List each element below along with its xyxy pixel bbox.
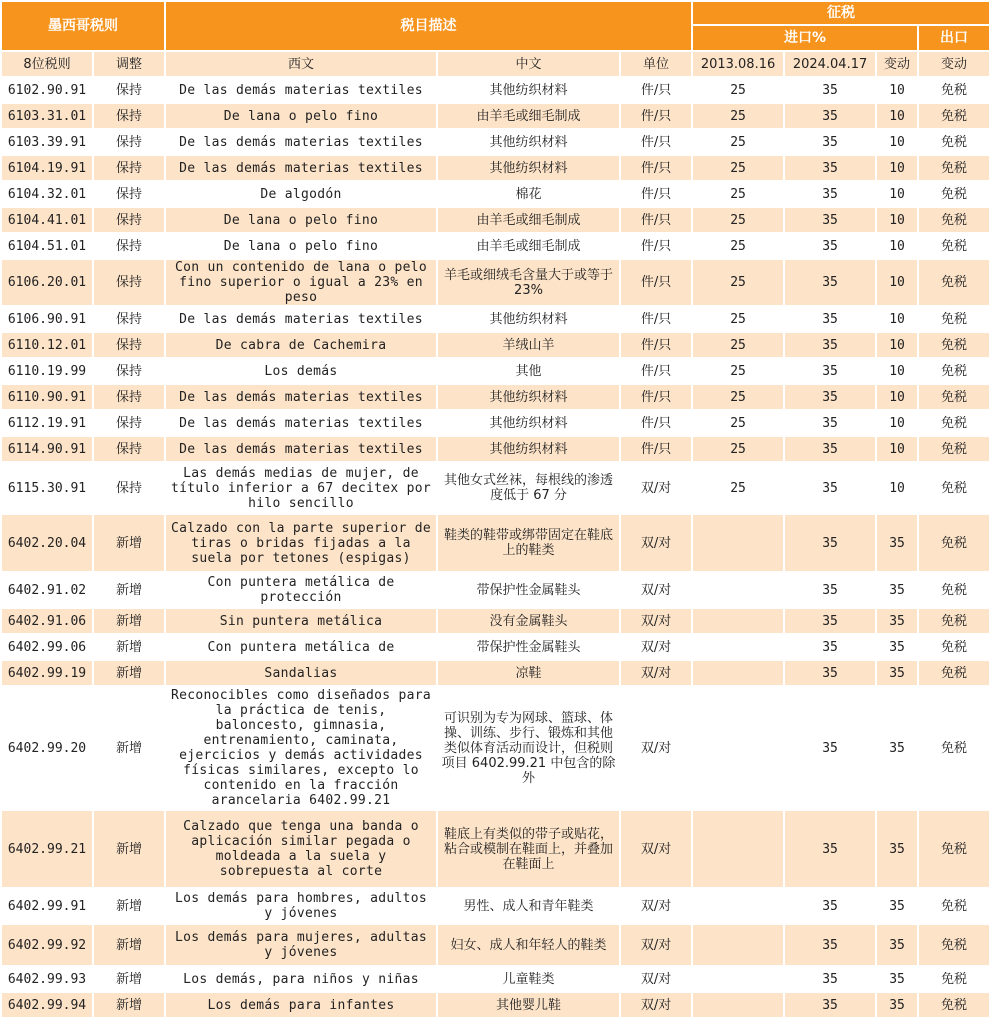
cell-rate-2024: 35 bbox=[784, 410, 876, 436]
cell-rate-2024: 35 bbox=[784, 207, 876, 233]
cell-code: 6104.51.01 bbox=[1, 233, 93, 259]
table-row bbox=[1, 410, 989, 436]
cell-export: 免税 bbox=[918, 924, 989, 966]
cell-spanish: De las demás materias textiles bbox=[165, 410, 437, 436]
cell-spanish: De algodón bbox=[165, 181, 437, 207]
cell-code: 6104.19.91 bbox=[1, 155, 93, 181]
cell-chinese: 其他纺织材料 bbox=[437, 410, 620, 436]
cell-export: 免税 bbox=[918, 634, 989, 660]
cell-rate-2013: 25 bbox=[692, 384, 784, 410]
cell-spanish: De las demás materias textiles bbox=[165, 436, 437, 462]
table-row bbox=[1, 514, 989, 572]
cell-rate-2024: 35 bbox=[784, 888, 876, 924]
cell-rate-2013: 25 bbox=[692, 436, 784, 462]
cell-rate-2013 bbox=[692, 572, 784, 608]
cell-chinese: 羊绒山羊 bbox=[437, 332, 620, 358]
cell-rate-2013: 25 bbox=[692, 306, 784, 332]
table-row bbox=[1, 608, 989, 634]
cell-export: 免税 bbox=[918, 129, 989, 155]
table-row bbox=[1, 77, 989, 103]
cell-chinese: 男性、成人和青年鞋类 bbox=[437, 888, 620, 924]
cell-unit: 双/对 bbox=[620, 924, 692, 966]
cell-chinese: 羊毛或细绒毛含量大于或等于 23% bbox=[437, 259, 620, 306]
cell-export: 免税 bbox=[918, 462, 989, 514]
cell-unit: 件/只 bbox=[620, 384, 692, 410]
cell-rate-2024: 35 bbox=[784, 572, 876, 608]
table-row bbox=[1, 660, 989, 686]
cell-unit: 双/对 bbox=[620, 462, 692, 514]
cell-change: 35 bbox=[876, 514, 918, 572]
cell-export: 免税 bbox=[918, 384, 989, 410]
cell-chinese: 棉花 bbox=[437, 181, 620, 207]
cell-rate-2024: 35 bbox=[784, 992, 876, 1018]
cell-rate-2013: 25 bbox=[692, 103, 784, 129]
cell-rate-2013: 25 bbox=[692, 259, 784, 306]
table-row bbox=[1, 358, 989, 384]
cell-change: 10 bbox=[876, 436, 918, 462]
cell-chinese: 其他纺织材料 bbox=[437, 436, 620, 462]
cell-unit: 件/只 bbox=[620, 129, 692, 155]
cell-code: 6103.31.01 bbox=[1, 103, 93, 129]
cell-spanish: Sin puntera metálica bbox=[165, 608, 437, 634]
cell-rate-2024: 35 bbox=[784, 686, 876, 810]
cell-rate-2013: 25 bbox=[692, 233, 784, 259]
cell-change: 35 bbox=[876, 992, 918, 1018]
cell-status: 保持 bbox=[93, 181, 165, 207]
cell-unit: 双/对 bbox=[620, 992, 692, 1018]
table-row bbox=[1, 436, 989, 462]
cell-spanish: Con puntera metálica de bbox=[165, 634, 437, 660]
table-row bbox=[1, 207, 989, 233]
header-tax: 征税 bbox=[692, 1, 989, 25]
cell-spanish: De las demás materias textiles bbox=[165, 77, 437, 103]
cell-chinese: 其他纺织材料 bbox=[437, 155, 620, 181]
cell-rate-2024: 35 bbox=[784, 810, 876, 888]
cell-code: 6402.99.91 bbox=[1, 888, 93, 924]
table-row bbox=[1, 572, 989, 608]
cell-chinese: 凉鞋 bbox=[437, 660, 620, 686]
cell-spanish: De lana o pelo fino bbox=[165, 207, 437, 233]
cell-rate-2024: 35 bbox=[784, 306, 876, 332]
cell-status: 新增 bbox=[93, 966, 165, 992]
cell-export: 免税 bbox=[918, 410, 989, 436]
cell-chinese: 妇女、成人和年轻人的鞋类 bbox=[437, 924, 620, 966]
cell-change: 10 bbox=[876, 259, 918, 306]
cell-change: 35 bbox=[876, 660, 918, 686]
cell-export: 免税 bbox=[918, 155, 989, 181]
cell-status: 保持 bbox=[93, 155, 165, 181]
table-row bbox=[1, 306, 989, 332]
cell-spanish: Los demás para mujeres, adultas y jóvenes bbox=[165, 924, 437, 966]
cell-export: 免税 bbox=[918, 233, 989, 259]
col-date-2024: 2024.04.17 bbox=[784, 51, 876, 77]
cell-spanish: Las demás medias de mujer, de título inferior a 67 decitex por hilo sencillo bbox=[165, 462, 437, 514]
cell-code: 6102.90.91 bbox=[1, 77, 93, 103]
cell-change: 35 bbox=[876, 888, 918, 924]
cell-change: 10 bbox=[876, 306, 918, 332]
cell-chinese: 儿童鞋类 bbox=[437, 966, 620, 992]
cell-status: 新增 bbox=[93, 634, 165, 660]
cell-chinese: 鞋类的鞋带或绑带固定在鞋底上的鞋类 bbox=[437, 514, 620, 572]
cell-code: 6402.20.04 bbox=[1, 514, 93, 572]
cell-rate-2013 bbox=[692, 966, 784, 992]
cell-rate-2013: 25 bbox=[692, 332, 784, 358]
cell-code: 6110.12.01 bbox=[1, 332, 93, 358]
table-row bbox=[1, 924, 989, 966]
cell-chinese: 带保护性金属鞋头 bbox=[437, 634, 620, 660]
table-row bbox=[1, 259, 989, 306]
cell-chinese: 其他纺织材料 bbox=[437, 306, 620, 332]
col-unit: 单位 bbox=[620, 51, 692, 77]
cell-chinese: 其他纺织材料 bbox=[437, 77, 620, 103]
cell-rate-2013: 25 bbox=[692, 129, 784, 155]
cell-spanish: De lana o pelo fino bbox=[165, 103, 437, 129]
cell-unit: 件/只 bbox=[620, 207, 692, 233]
cell-rate-2013 bbox=[692, 686, 784, 810]
cell-export: 免税 bbox=[918, 181, 989, 207]
table-row bbox=[1, 888, 989, 924]
table-row bbox=[1, 634, 989, 660]
table-header bbox=[1, 1, 989, 77]
cell-change: 10 bbox=[876, 181, 918, 207]
cell-chinese: 鞋底上有类似的带子或贴花，粘合或模制在鞋面上，并叠加在鞋面上 bbox=[437, 810, 620, 888]
cell-export: 免税 bbox=[918, 572, 989, 608]
cell-rate-2024: 35 bbox=[784, 608, 876, 634]
cell-status: 保持 bbox=[93, 259, 165, 306]
cell-change: 10 bbox=[876, 155, 918, 181]
cell-change: 35 bbox=[876, 572, 918, 608]
cell-status: 新增 bbox=[93, 660, 165, 686]
cell-spanish: Reconocibles como diseñados para la práctica de tenis, baloncesto, gimnasia, entrenamiento, caminata, ejercicios y demás actividades físicas similares, excepto lo contenido en la fracción arancelaria 6402.99.21 bbox=[165, 686, 437, 810]
cell-spanish: Los demás para infantes bbox=[165, 992, 437, 1018]
cell-export: 免税 bbox=[918, 436, 989, 462]
cell-spanish: Calzado con la parte superior de tiras o bridas fijadas a la suela por tetones (espigas) bbox=[165, 514, 437, 572]
cell-change: 35 bbox=[876, 608, 918, 634]
cell-rate-2013 bbox=[692, 514, 784, 572]
cell-rate-2024: 35 bbox=[784, 462, 876, 514]
cell-code: 6402.99.93 bbox=[1, 966, 93, 992]
col-code: 8位税则 bbox=[1, 51, 93, 77]
cell-chinese: 由羊毛或细毛制成 bbox=[437, 103, 620, 129]
cell-status: 保持 bbox=[93, 410, 165, 436]
cell-code: 6402.99.92 bbox=[1, 924, 93, 966]
cell-rate-2024: 35 bbox=[784, 259, 876, 306]
cell-rate-2013 bbox=[692, 660, 784, 686]
cell-status: 新增 bbox=[93, 608, 165, 634]
cell-rate-2024: 35 bbox=[784, 129, 876, 155]
cell-chinese: 由羊毛或细毛制成 bbox=[437, 233, 620, 259]
cell-change: 35 bbox=[876, 810, 918, 888]
cell-chinese: 没有金属鞋头 bbox=[437, 608, 620, 634]
table-row bbox=[1, 129, 989, 155]
cell-unit: 件/只 bbox=[620, 332, 692, 358]
cell-export: 免税 bbox=[918, 992, 989, 1018]
cell-spanish: De las demás materias textiles bbox=[165, 155, 437, 181]
cell-code: 6402.91.06 bbox=[1, 608, 93, 634]
header-export: 出口 bbox=[918, 25, 989, 51]
cell-rate-2024: 35 bbox=[784, 358, 876, 384]
cell-status: 新增 bbox=[93, 810, 165, 888]
cell-code: 6106.20.01 bbox=[1, 259, 93, 306]
cell-rate-2024: 35 bbox=[784, 436, 876, 462]
cell-code: 6114.90.91 bbox=[1, 436, 93, 462]
table-row bbox=[1, 462, 989, 514]
col-adjust: 调整 bbox=[93, 51, 165, 77]
cell-status: 新增 bbox=[93, 686, 165, 810]
table-row bbox=[1, 233, 989, 259]
cell-change: 10 bbox=[876, 462, 918, 514]
cell-code: 6106.90.91 bbox=[1, 306, 93, 332]
cell-unit: 件/只 bbox=[620, 410, 692, 436]
cell-status: 保持 bbox=[93, 358, 165, 384]
cell-unit: 双/对 bbox=[620, 634, 692, 660]
cell-unit: 件/只 bbox=[620, 306, 692, 332]
cell-status: 新增 bbox=[93, 514, 165, 572]
cell-spanish: De lana o pelo fino bbox=[165, 233, 437, 259]
table-row bbox=[1, 332, 989, 358]
cell-export: 免税 bbox=[918, 660, 989, 686]
cell-rate-2024: 35 bbox=[784, 103, 876, 129]
cell-export: 免税 bbox=[918, 259, 989, 306]
cell-change: 35 bbox=[876, 924, 918, 966]
cell-change: 35 bbox=[876, 686, 918, 810]
cell-spanish: Calzado que tenga una banda o aplicación similar pegada o moldeada a la suela y sobrepuesta al corte bbox=[165, 810, 437, 888]
cell-code: 6402.99.06 bbox=[1, 634, 93, 660]
cell-export: 免税 bbox=[918, 686, 989, 810]
cell-chinese: 其他女式丝袜，每根线的渗透度低于 67 分 bbox=[437, 462, 620, 514]
cell-change: 35 bbox=[876, 966, 918, 992]
col-chinese: 中文 bbox=[437, 51, 620, 77]
cell-chinese: 由羊毛或细毛制成 bbox=[437, 207, 620, 233]
cell-change: 10 bbox=[876, 358, 918, 384]
cell-status: 保持 bbox=[93, 436, 165, 462]
cell-rate-2024: 35 bbox=[784, 660, 876, 686]
cell-unit: 件/只 bbox=[620, 259, 692, 306]
cell-code: 6110.19.99 bbox=[1, 358, 93, 384]
cell-code: 6402.99.21 bbox=[1, 810, 93, 888]
cell-rate-2013: 25 bbox=[692, 410, 784, 436]
cell-export: 免税 bbox=[918, 358, 989, 384]
cell-code: 6110.90.91 bbox=[1, 384, 93, 410]
cell-unit: 双/对 bbox=[620, 572, 692, 608]
cell-status: 保持 bbox=[93, 77, 165, 103]
cell-status: 保持 bbox=[93, 233, 165, 259]
cell-rate-2013: 25 bbox=[692, 155, 784, 181]
cell-code: 6402.99.20 bbox=[1, 686, 93, 810]
cell-change: 35 bbox=[876, 634, 918, 660]
cell-rate-2024: 35 bbox=[784, 634, 876, 660]
cell-rate-2013 bbox=[692, 992, 784, 1018]
col-date-2013: 2013.08.16 bbox=[692, 51, 784, 77]
cell-rate-2024: 35 bbox=[784, 181, 876, 207]
cell-change: 10 bbox=[876, 77, 918, 103]
col-export-change: 变动 bbox=[918, 51, 989, 77]
table-row bbox=[1, 384, 989, 410]
cell-unit: 件/只 bbox=[620, 358, 692, 384]
cell-spanish: Los demás para hombres, adultos y jóvenes bbox=[165, 888, 437, 924]
table-body bbox=[1, 77, 989, 1018]
cell-chinese: 可识别为专为网球、篮球、体操、训练、步行、锻炼和其他类似体育活动而设计，但税则项目 6402.99.21 中包含的除外 bbox=[437, 686, 620, 810]
col-change: 变动 bbox=[876, 51, 918, 77]
cell-spanish: Los demás, para niños y niñas bbox=[165, 966, 437, 992]
cell-unit: 双/对 bbox=[620, 966, 692, 992]
cell-spanish: Con puntera metálica de protección bbox=[165, 572, 437, 608]
cell-status: 保持 bbox=[93, 332, 165, 358]
cell-change: 10 bbox=[876, 207, 918, 233]
cell-unit: 双/对 bbox=[620, 608, 692, 634]
cell-status: 保持 bbox=[93, 207, 165, 233]
cell-change: 10 bbox=[876, 332, 918, 358]
cell-unit: 双/对 bbox=[620, 888, 692, 924]
cell-spanish: Con un contenido de lana o pelo fino superior o igual a 23% en peso bbox=[165, 259, 437, 306]
cell-code: 6104.32.01 bbox=[1, 181, 93, 207]
cell-unit: 双/对 bbox=[620, 810, 692, 888]
header-description: 税目描述 bbox=[165, 1, 692, 51]
cell-code: 6402.99.94 bbox=[1, 992, 93, 1018]
cell-unit: 件/只 bbox=[620, 181, 692, 207]
cell-rate-2024: 35 bbox=[784, 155, 876, 181]
cell-code: 6112.19.91 bbox=[1, 410, 93, 436]
cell-export: 免税 bbox=[918, 306, 989, 332]
cell-unit: 件/只 bbox=[620, 155, 692, 181]
cell-unit: 件/只 bbox=[620, 233, 692, 259]
cell-rate-2024: 35 bbox=[784, 966, 876, 992]
table-row bbox=[1, 966, 989, 992]
cell-code: 6402.91.02 bbox=[1, 572, 93, 608]
cell-code: 6104.41.01 bbox=[1, 207, 93, 233]
cell-export: 免税 bbox=[918, 810, 989, 888]
cell-export: 免税 bbox=[918, 608, 989, 634]
cell-rate-2024: 35 bbox=[784, 332, 876, 358]
cell-status: 保持 bbox=[93, 384, 165, 410]
cell-status: 保持 bbox=[93, 103, 165, 129]
cell-spanish: De las demás materias textiles bbox=[165, 384, 437, 410]
cell-export: 免税 bbox=[918, 207, 989, 233]
cell-chinese: 其他婴儿鞋 bbox=[437, 992, 620, 1018]
header-mx-tariff: 墨西哥税则 bbox=[1, 1, 165, 51]
cell-rate-2013: 25 bbox=[692, 77, 784, 103]
cell-status: 新增 bbox=[93, 888, 165, 924]
cell-change: 10 bbox=[876, 384, 918, 410]
cell-change: 10 bbox=[876, 233, 918, 259]
cell-unit: 件/只 bbox=[620, 77, 692, 103]
cell-unit: 双/对 bbox=[620, 514, 692, 572]
cell-rate-2013 bbox=[692, 608, 784, 634]
cell-unit: 件/只 bbox=[620, 103, 692, 129]
cell-chinese: 其他纺织材料 bbox=[437, 384, 620, 410]
cell-code: 6103.39.91 bbox=[1, 129, 93, 155]
cell-spanish: De las demás materias textiles bbox=[165, 129, 437, 155]
cell-export: 免税 bbox=[918, 103, 989, 129]
cell-status: 保持 bbox=[93, 462, 165, 514]
cell-export: 免税 bbox=[918, 966, 989, 992]
cell-code: 6402.99.19 bbox=[1, 660, 93, 686]
table-row bbox=[1, 181, 989, 207]
cell-export: 免税 bbox=[918, 888, 989, 924]
table-row bbox=[1, 810, 989, 888]
cell-status: 新增 bbox=[93, 572, 165, 608]
cell-chinese: 其他 bbox=[437, 358, 620, 384]
cell-rate-2024: 35 bbox=[784, 77, 876, 103]
cell-rate-2013: 25 bbox=[692, 462, 784, 514]
table-row bbox=[1, 103, 989, 129]
col-spanish: 西文 bbox=[165, 51, 437, 77]
table-row bbox=[1, 686, 989, 810]
cell-rate-2013: 25 bbox=[692, 358, 784, 384]
cell-rate-2013 bbox=[692, 924, 784, 966]
table-row bbox=[1, 992, 989, 1018]
cell-rate-2013 bbox=[692, 634, 784, 660]
cell-export: 免税 bbox=[918, 332, 989, 358]
cell-export: 免税 bbox=[918, 514, 989, 572]
cell-change: 10 bbox=[876, 103, 918, 129]
cell-chinese: 其他纺织材料 bbox=[437, 129, 620, 155]
cell-rate-2024: 35 bbox=[784, 514, 876, 572]
cell-spanish: De cabra de Cachemira bbox=[165, 332, 437, 358]
cell-spanish: Sandalias bbox=[165, 660, 437, 686]
cell-status: 新增 bbox=[93, 992, 165, 1018]
cell-rate-2024: 35 bbox=[784, 384, 876, 410]
cell-rate-2013: 25 bbox=[692, 181, 784, 207]
cell-change: 10 bbox=[876, 410, 918, 436]
cell-unit: 双/对 bbox=[620, 686, 692, 810]
cell-change: 10 bbox=[876, 129, 918, 155]
header-import-pct: 进口% bbox=[692, 25, 918, 51]
cell-spanish: Los demás bbox=[165, 358, 437, 384]
cell-status: 新增 bbox=[93, 924, 165, 966]
cell-unit: 双/对 bbox=[620, 660, 692, 686]
cell-export: 免税 bbox=[918, 77, 989, 103]
table-row bbox=[1, 155, 989, 181]
cell-rate-2013 bbox=[692, 810, 784, 888]
cell-chinese: 带保护性金属鞋头 bbox=[437, 572, 620, 608]
cell-status: 保持 bbox=[93, 306, 165, 332]
cell-rate-2013 bbox=[692, 888, 784, 924]
cell-status: 保持 bbox=[93, 129, 165, 155]
cell-rate-2024: 35 bbox=[784, 924, 876, 966]
cell-unit: 件/只 bbox=[620, 436, 692, 462]
cell-rate-2024: 35 bbox=[784, 233, 876, 259]
cell-rate-2013: 25 bbox=[692, 207, 784, 233]
cell-spanish: De las demás materias textiles bbox=[165, 306, 437, 332]
cell-code: 6115.30.91 bbox=[1, 462, 93, 514]
